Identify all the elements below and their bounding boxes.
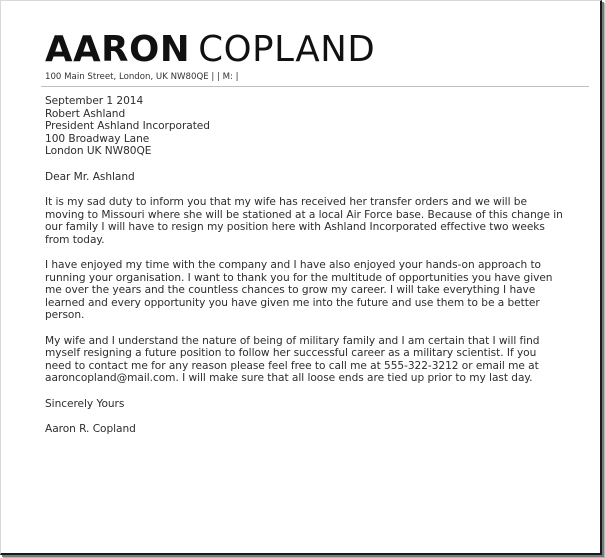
paragraph-text: I have enjoyed my time with the company and I have also enjoyed your hands-on approach to running your organisation. I want to thank you for the multitude of opportunities you have given me over the years and the countless chances to grow my career. I will take everything I have learned and every opportunity you have given me into the future and use them to be a better person. — [45, 259, 553, 321]
letterhead-name — [45, 30, 565, 70]
paragraph-text: My wife and I understand the nature of being of military family and I am certain that I will find myself resigning a future position to follow her successful career as a military scientist. If you need to contact me for any reason please feel free to call me at 555-322-3212 or email me at aaroncopland@mail.com. I will make sure that all loose ends are tied up prior to my last day. — [45, 334, 540, 384]
salutation: Dear Mr. Ashland — [45, 170, 135, 183]
recipient-city: London UK NW80QE — [45, 145, 152, 157]
body-paragraph — [45, 335, 565, 385]
closing: Sincerely Yours — [45, 397, 125, 410]
body-paragraph — [45, 259, 565, 322]
contact-line: 100 Main Street, London, UK NW80QE | | M: | — [45, 72, 239, 82]
letter-date: September 1 2014 — [45, 95, 144, 107]
paragraph-text: It is my sad duty to inform you that my wife has received her transfer orders and we will be moving to Missouri where she will be stationed at a local Air Force base. Because of this change in our family I will have to resign my position here with Ashland Incorporated effective two weeks from today. — [45, 196, 563, 246]
first-name: AARON — [45, 29, 191, 70]
letter — [45, 30, 565, 436]
last-name: COPLAND — [198, 29, 376, 70]
header-divider — [41, 86, 589, 87]
signature: Aaron R. Copland — [45, 423, 136, 435]
recipient-block — [45, 95, 565, 158]
recipient-title: President Ashland Incorporated — [45, 120, 210, 132]
recipient-street: 100 Broadway Lane — [45, 132, 150, 145]
body-paragraph — [45, 196, 565, 246]
recipient-name: Robert Ashland — [45, 107, 126, 120]
